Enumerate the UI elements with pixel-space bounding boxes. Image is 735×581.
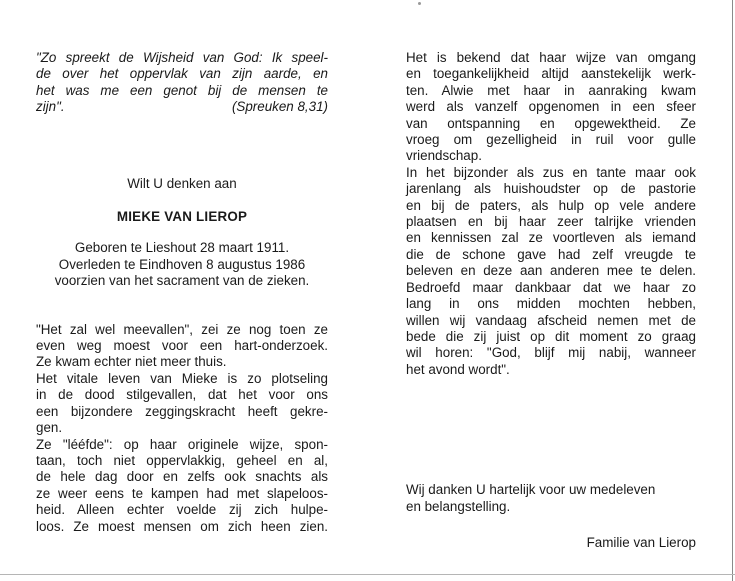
card-bottom-edge — [0, 574, 735, 575]
text-line: Het vitale leven van Mieke is zo plotseling — [36, 370, 328, 386]
sacrament-line: voorzien van het sacrament van de zieken. — [54, 273, 310, 289]
text-line: de hele dag door en zelfs ook snachts als — [36, 469, 328, 485]
deceased-name: MIEKE VAN LIEROP — [116, 209, 248, 225]
quote-line: de over het oppervlak van zijn aarde, en — [36, 66, 328, 82]
text-line: loos. Ze moest mensen om zich heen zien. — [36, 518, 328, 534]
text-line: Ze kwam echter niet meer thuis. — [36, 354, 227, 370]
text-line: In het bijzonder als zus en tante maar ook — [406, 164, 696, 180]
text-line: het avond wordt". — [406, 361, 510, 377]
family-signature: Familie van Lierop — [586, 534, 696, 550]
text-line: vroeg om gezelligheid in ruil voor gulle — [406, 132, 696, 148]
text-line: een bijzondere zeggingskracht heeft gekre- — [36, 403, 328, 419]
quote-line: zijn". — [36, 99, 65, 115]
text-line: bede die zij juist op dit moment zo graag — [406, 328, 696, 344]
text-line: Bedroefd maar dankbaar dat we haar zo — [406, 279, 696, 295]
text-line: ze weer eens te kampen had met slapeloos- — [36, 485, 328, 501]
text-line: Het is bekend dat haar wijze van omgang — [406, 50, 696, 65]
text-line: werd als vanzelf opgenomen in een sfeer — [406, 99, 696, 115]
text-line: willen wij vandaag afscheid nemen met de — [406, 312, 696, 328]
text-line: die de schone gave had zelf vreugde te — [406, 246, 696, 262]
text-line: ten. Alwie met haar in aanraking kwam — [406, 82, 696, 98]
text-line: Ze "lééfde": op haar originele wijze, spon- — [36, 436, 328, 452]
text-line: en bij de paters, als hulp op vele andere — [406, 197, 696, 213]
text-line: wil horen: "God, blijf mij nabij, wanneer — [406, 345, 696, 361]
fold-mark — [418, 2, 421, 5]
text-line: van ontspanning en opgewektheid. Ze — [406, 115, 696, 131]
text-line: en kennissen zal ze voortleven als iemand — [406, 230, 696, 246]
text-line: plaatsen en bij haar zeer talrijke vrienden — [406, 214, 696, 230]
text-line: taan, toch niet oppervlakkig, geheel en al, — [36, 452, 328, 468]
death-line: Overleden te Eindhoven 8 augustus 1986 — [58, 256, 306, 272]
life-dates — [36, 240, 328, 289]
left-column — [36, 50, 328, 535]
quote-line: het was me een genot bij de mensen te — [36, 82, 328, 98]
text-line: lang in ons midden mochten hebben, — [406, 296, 696, 312]
scripture-quote — [36, 50, 328, 116]
birth-line: Geboren te Lieshout 28 maart 1911. — [74, 240, 290, 256]
text-line: beleven en deze aan anderen mee te delen. — [406, 263, 696, 279]
text-line: gen. — [36, 420, 63, 436]
quote-line: "Zo spreekt de Wijsheid van God: Ik speel- — [36, 50, 328, 65]
quote-reference: (Spreuken 8,31) — [231, 99, 328, 115]
text-line: "Het zal wel meevallen", zei ze nog toen ze — [36, 321, 328, 337]
thanks-line: Wij danken U hartelijk voor uw medeleven — [406, 482, 656, 498]
text-line: even weg moest voor een hart-onderzoek. — [36, 338, 328, 354]
thanks-line: en belangstelling. — [406, 498, 511, 514]
thanks-text — [406, 482, 696, 515]
text-line: en toegankelijkheid altijd aanstekelijk werk- — [406, 66, 696, 82]
text-line: in de dood stilgevallen, dat het voor ons — [36, 387, 328, 403]
text-line: heid. Alleen echter voelde zij zich hulpe- — [36, 502, 328, 518]
right-column — [406, 50, 696, 551]
left-body-text — [36, 322, 328, 535]
card-right-edge — [732, 0, 733, 581]
text-line: vriendschap. — [406, 148, 482, 164]
intro-line: Wilt U denken aan — [127, 175, 237, 191]
text-line: jarenlang als huishoudster op de pastorie — [406, 181, 696, 197]
right-body-text — [406, 50, 696, 378]
